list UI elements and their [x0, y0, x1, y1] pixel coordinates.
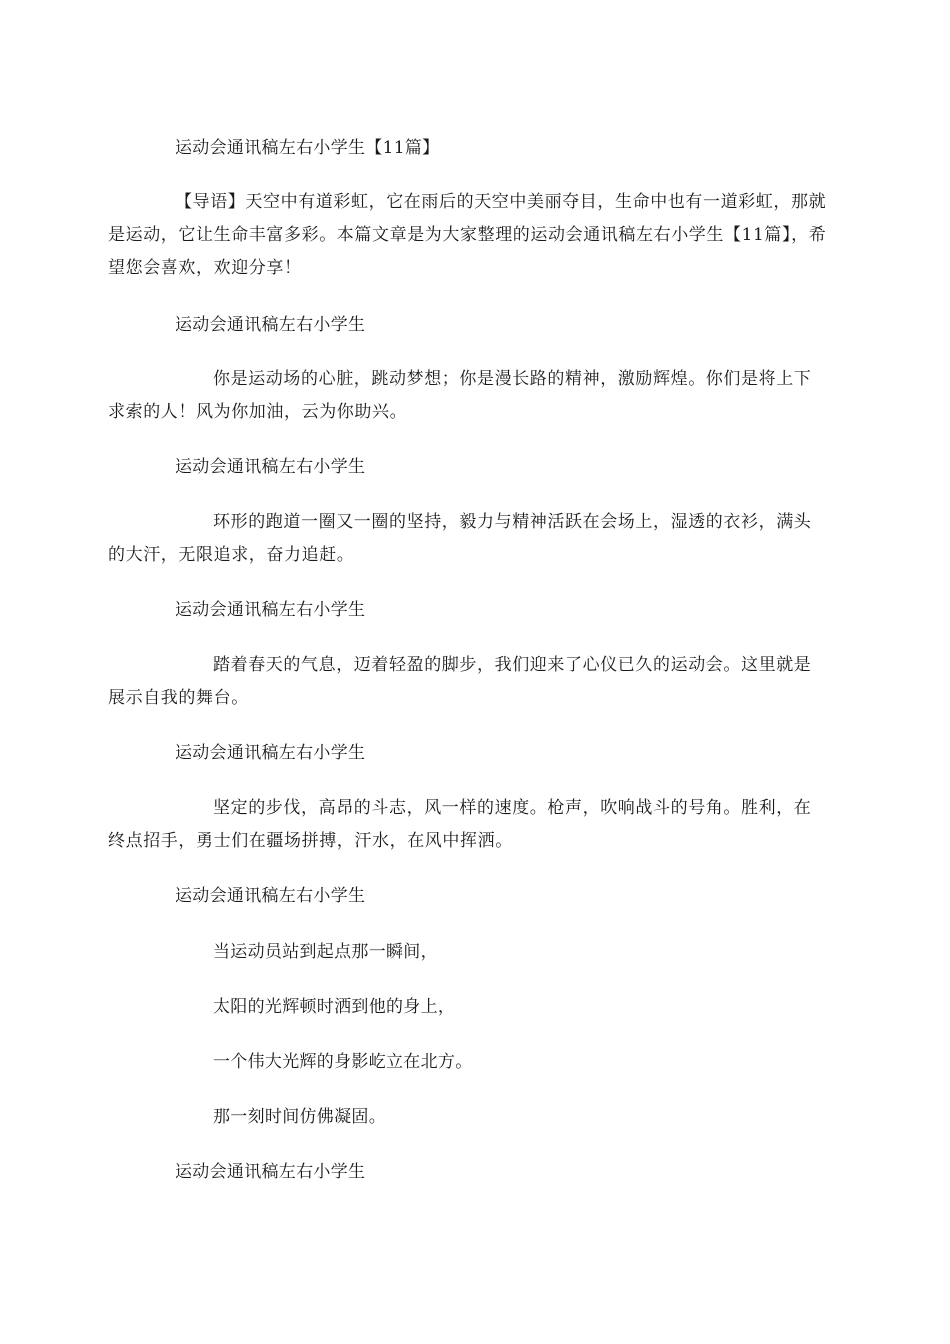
section-heading: 运动会通讯稿左右小学生 [175, 1162, 366, 1182]
section-heading: 运动会通讯稿左右小学生 [175, 743, 366, 763]
section-body: 你是运动场的心脏，跳动梦想；你是漫长路的精神，激励辉煌。你们是将上下求索的人！风为你加油，云为你助兴。 [108, 369, 812, 422]
verse-line: 太阳的光辉顿时洒到他的身上， [213, 997, 456, 1017]
section-body: 踏着春天的气息，迈着轻盈的脚步，我们迎来了心仪已久的运动会。这里就是展示自我的舞台。 [108, 655, 812, 708]
verse-line: 一个伟大光辉的身影屹立在北方。 [213, 1052, 473, 1072]
section-body: 坚定的步伐，高昂的斗志，风一样的速度。枪声，吹响战斗的号角。胜利，在终点招手，勇士们在疆场拼搏，汗水，在风中挥洒。 [108, 798, 812, 851]
section-heading: 运动会通讯稿左右小学生 [175, 600, 366, 620]
section-heading: 运动会通讯稿左右小学生 [175, 457, 366, 477]
section-heading: 运动会通讯稿左右小学生 [175, 886, 366, 906]
intro-paragraph: 【导语】天空中有道彩虹，它在雨后的天空中美丽夺目，生命中也有一道彩虹，那就是运动，它让生命丰富多彩。本篇文章是为大家整理的运动会通讯稿左右小学生【11篇】，希望您会喜欢，欢迎分享！ [108, 192, 827, 278]
section-body: 环形的跑道一圈又一圈的坚持，毅力与精神活跃在会场上，湿透的衣衫，满头的大汗，无限追求，奋力追赶。 [108, 512, 812, 565]
verse-line: 当运动员站到起点那一瞬间， [213, 942, 438, 962]
section-heading: 运动会通讯稿左右小学生 [175, 315, 366, 335]
verse-line: 那一刻时间仿佛凝固。 [213, 1107, 386, 1127]
document-title: 运动会通讯稿左右小学生【11篇】 [175, 138, 440, 158]
